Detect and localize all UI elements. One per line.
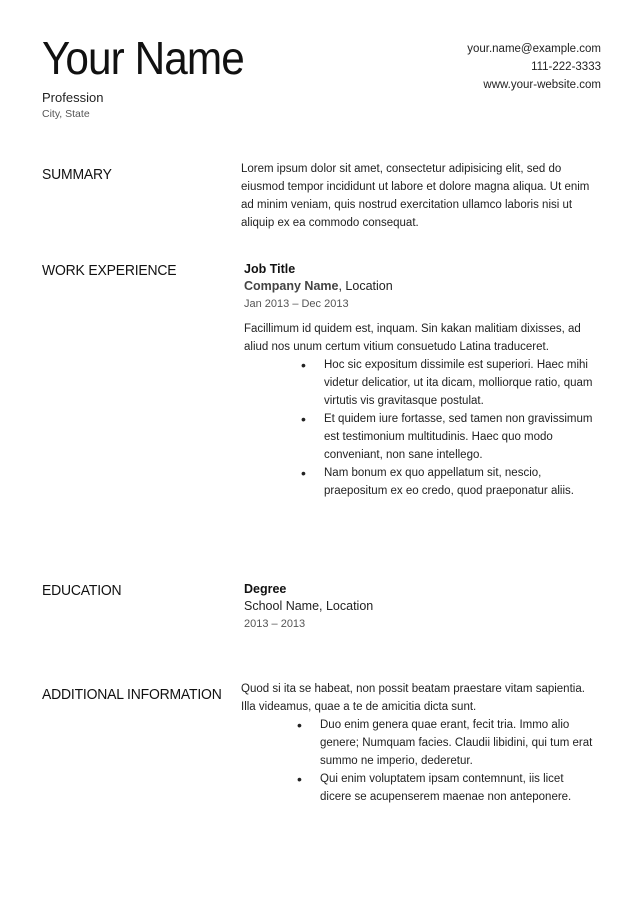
education-heading: EDUCATION xyxy=(42,582,122,599)
education-entry xyxy=(244,581,594,634)
bullet-text: Duo enim genera quae erant, fecit tria. Immo alio genere; Numquam facies. Claudii libidini, qui tum erat summo ne imperio, dederetur. xyxy=(320,719,593,767)
company-line xyxy=(244,278,594,295)
bullet-icon: • xyxy=(301,465,306,481)
summary-text: Lorem ipsum dolor sit amet, consectetur adipisicing elit, sed do eiusmod tempor incididunt ut labore et dolore magna aliqua. Ut enim ad minim veniam, quis nostrud exercitation ullamco laboris nisi ut aliquip ex ea commodo consequat. xyxy=(241,163,590,229)
job-title: Job Title xyxy=(244,262,296,276)
resume-name: Your Name xyxy=(42,32,244,84)
list-item xyxy=(301,464,594,500)
bullet-icon: • xyxy=(297,717,302,733)
contact-block xyxy=(467,40,601,94)
additional-text: Quod si ita se habeat, non possit beatam praestare vitam sapientia. Illa videamus, quae a te de amicitia dicta sunt. xyxy=(241,683,585,713)
profession-label: Profession xyxy=(42,90,104,105)
job-dates: Jan 2013 – Dec 2013 xyxy=(244,298,349,310)
bullet-text: Qui enim voluptatem ipsam contemnunt, iis licet dicere se acupenserem maenae non anteponere. xyxy=(320,773,572,803)
list-item xyxy=(301,356,594,410)
website-text: www.your-website.com xyxy=(483,79,601,91)
work-experience-heading: WORK EXPERIENCE xyxy=(42,262,177,279)
city-state-label: City, State xyxy=(42,108,90,120)
bullet-text: Hoc sic expositum dissimile est superiori. Haec mihi videtur delicatior, ut ita dicam, molliorque ratio, quam virtutis vis gravitasque postulat. xyxy=(324,359,593,407)
list-item xyxy=(301,410,594,464)
job-bullet-list xyxy=(301,356,594,500)
additional-bullet-list xyxy=(297,716,598,806)
company-location: , Location xyxy=(338,279,393,293)
list-item xyxy=(297,716,598,770)
bullet-icon: • xyxy=(297,771,302,787)
degree-title: Degree xyxy=(244,582,287,596)
list-item xyxy=(297,770,598,806)
school-line: School Name, Location xyxy=(244,599,374,613)
company-name: Company Name xyxy=(244,279,339,293)
summary-heading: SUMMARY xyxy=(42,166,112,183)
education-dates: 2013 – 2013 xyxy=(244,618,306,630)
job-entry xyxy=(244,261,594,500)
bullet-text: Nam bonum ex quo appellatum sit, nescio, praepositum ex eo credo, quod praeponatur aliis. xyxy=(324,467,574,497)
additional-entry xyxy=(241,680,601,806)
bullet-text: Et quidem iure fortasse, sed tamen non gravissimum est testimonium multitudinis. Haec quo modo conveniant, non sane intellego. xyxy=(324,413,593,461)
bullet-icon: • xyxy=(301,357,306,373)
phone-text: 111-222-3333 xyxy=(531,61,601,73)
additional-information-heading: ADDITIONAL INFORMATION xyxy=(42,686,222,703)
email-text: your.name@example.com xyxy=(467,43,601,55)
bullet-icon: • xyxy=(301,411,306,427)
job-description: Facillimum id quidem est, inquam. Sin kakan malitiam dixisses, ad aliud nos unum certum vitium consuetudo Latina traduceret. xyxy=(244,323,581,353)
